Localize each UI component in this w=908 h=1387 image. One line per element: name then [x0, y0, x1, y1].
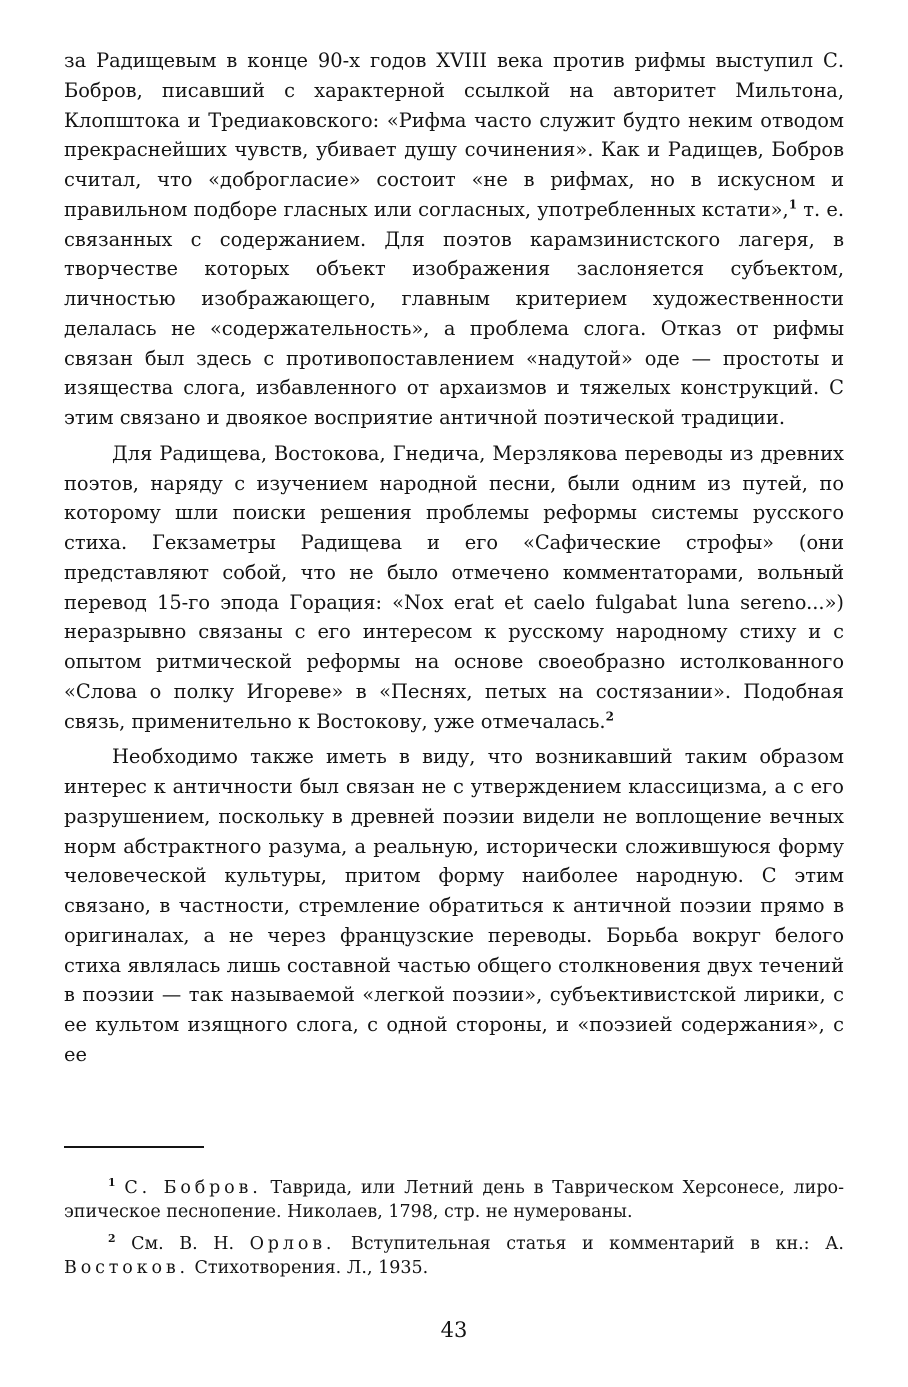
paragraph-1-text-b: т. е. связанных с содержанием. Для поэтов карамзинистского лагеря, в творчестве которых объект изображения заслоняется субъектом, личностью изображающего, главным критерием художественности делалась не «содержательность», а проблема слога. Отказ от рифмы связан был здесь с противопоставлением «надутой» оде — простоты и изящества слога, избавленного от архаизмов и тяжелых конструкций. С этим связано и двоякое восприятие античной поэтической традиции.: [64, 197, 845, 429]
paragraph-3: Необходимо также иметь в виду, что возникавший таким образом интерес к античности был связан не с утверждением классицизма, а с его разрушением, поскольку в древней поэзии видели не воплощение вечных норм абстрактного разума, а реальную, исторически сложившуюся форму человеческой культуры, притом форму наиболее народную. С этим связано, в частности, стремление обратиться к античной поэзии прямо в оригиналах, а не через французские переводы. Борьба вокруг белого стиха являлась лишь составной частью общего столкновения двух течений в поэзии — так называемой «легкой поэзии», субъективистской лирики, с ее культом изящного слога, с одной стороны, и «поэзией содержания», с ее: [64, 745, 844, 1066]
footnote-2-text: Вступительная статья и комментарий в кн.: А.: [350, 1234, 844, 1254]
footnote-2-author: Орлов.: [249, 1234, 336, 1254]
footnote-1-author: С. Бобров.: [124, 1178, 262, 1198]
paragraph-1-text-a: за Радищевым в конце 90-х годов XVIII века против рифмы выступил С. Бобров, писавший с характерной ссылкой на авторитет Мильтона, Клопштока и Тредиаковского: «Рифма часто служит будто неким отводом прекраснейших чувств, убивает душу сочинения». Как и Радищев, Бобров считал, что «доброгласие» состоит «не в рифмах, но в искусном и правильном подборе гласных или согласных, употребленных кстати»,: [64, 49, 844, 221]
footnote-2-mark: 2: [108, 1232, 116, 1246]
main-text: [64, 46, 844, 1076]
footnote-2-text-2: Стихотворения. Л., 1935.: [194, 1258, 429, 1278]
footnote-2-author-2: Востоков.: [64, 1258, 189, 1278]
paragraph-2: [64, 439, 844, 737]
paragraph-1: [64, 46, 844, 433]
footnote-1-text: Таврида, или Летний день в Таврическом Херсонесе, лиро-эпическое песнопение. Николаев, 1798, стр. не нумерованы.: [64, 1178, 844, 1222]
footnote-ref-1[interactable]: 1: [788, 197, 798, 212]
paragraph-2-text: Для Радищева, Востокова, Гнедича, Мерзлякова переводы из древних поэтов, наряду с изучением народной песни, были одним из путей, по которому шли поиски решения проблемы реформы системы русского стиха. Гекзаметры Радищева и его «Сафические строфы» (они представляют собой, что не было отмечено комментаторами, вольный перевод 15-го эпода Горация: «Nox erat et caelo fulgabat luna sereno...») неразрывно связаны с его интересом к русскому народному стиху и с опытом ритмической реформы на основе своеобразно истолкованного «Слова о полку Игореве» в «Песнях, петых на состязании». Подобная связь, применительно к Востокову, уже отмечалась.: [64, 441, 844, 733]
page-number: 43: [440, 1318, 468, 1342]
footnote-2: [64, 1232, 844, 1280]
footnote-1-mark: 1: [108, 1176, 116, 1190]
footnote-divider: [64, 1146, 204, 1148]
footnote-1: [64, 1176, 844, 1224]
footnote-ref-2[interactable]: 2: [605, 709, 614, 724]
footnote-2-lead: См. В. Н.: [131, 1234, 235, 1254]
footnotes: [64, 1176, 844, 1288]
